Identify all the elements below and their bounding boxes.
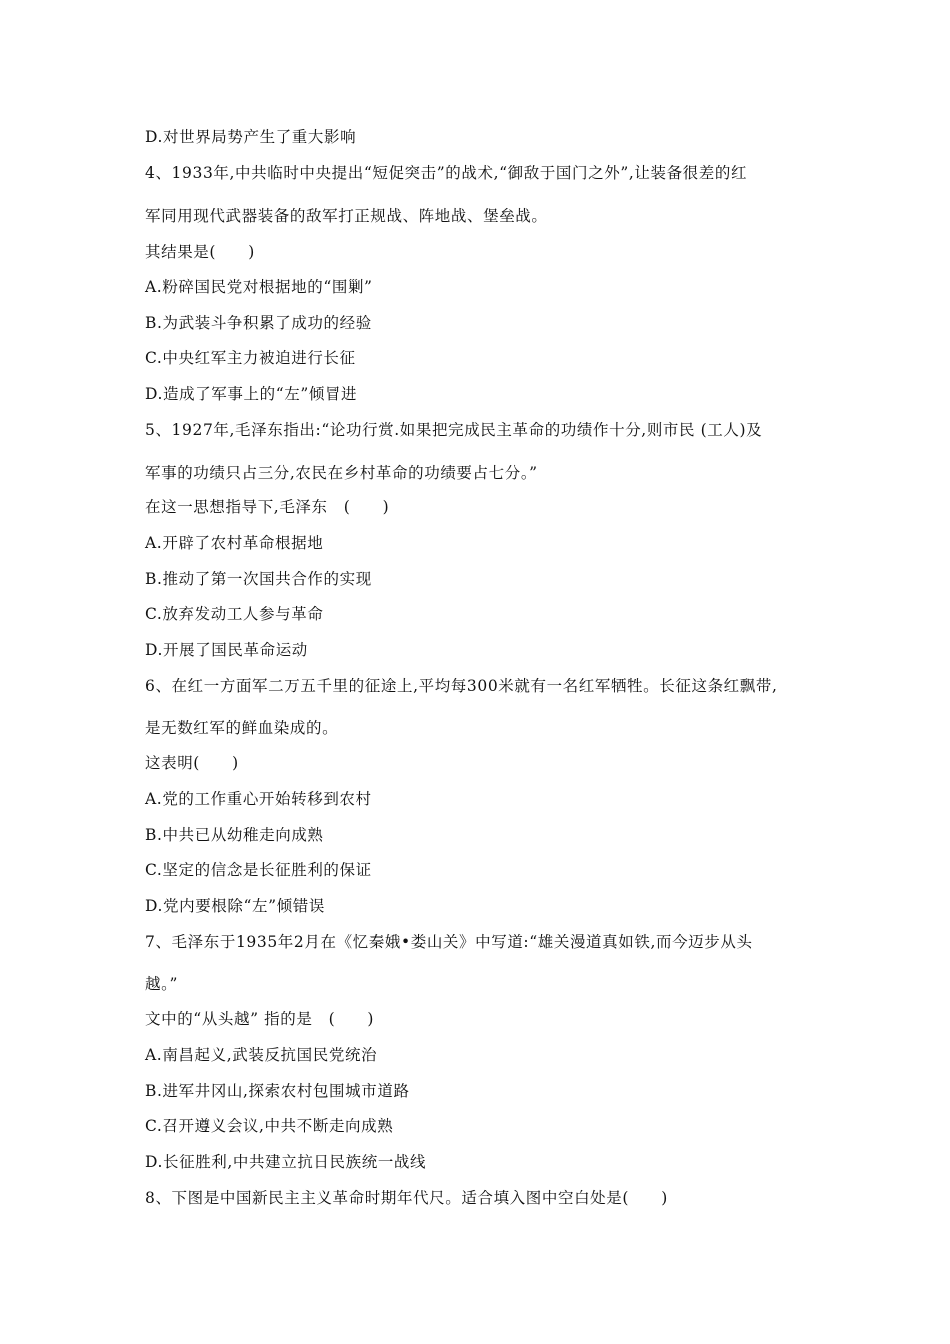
q7-option-a: A.南昌起义,武装反抗国民党统治: [145, 1046, 378, 1064]
q7-option-b: B.进军井冈山,探索农村包围城市道路: [145, 1082, 410, 1100]
q4-option-a: A.粉碎国民党对根据地的“围剿”: [145, 278, 373, 296]
q7-option-c: C.召开遵义会议,中共不断走向成熟: [145, 1117, 394, 1135]
q4-stem-line-2: 军同用现代武器装备的敌军打正规战、阵地战、堡垒战。: [145, 207, 548, 225]
q7-option-d: D.长征胜利,中共建立抗日民族统一战线: [145, 1153, 427, 1171]
q4-option-d: D.造成了军事上的“左”倾冒进: [145, 385, 358, 403]
q7-question: 文中的“从头越” 指的是 ( ): [145, 1010, 375, 1028]
q5-stem-line-2: 军事的功绩只占三分,农民在乡村革命的功绩要占七分。”: [145, 464, 538, 482]
q6-option-d: D.党内要根除“左”倾错误: [145, 897, 325, 915]
q4-stem-line-1: 4、1933年,中共临时中央提出“短促突击”的战术,“御敌于国门之外”,让装备很差的红: [145, 164, 748, 182]
q6-question: 这表明( ): [145, 754, 239, 772]
q6-stem-line-2: 是无数红军的鲜血染成的。: [145, 719, 339, 737]
q4-option-b: B.为武装斗争积累了成功的经验: [145, 314, 372, 332]
q7-stem-line-2: 越。”: [145, 975, 178, 993]
q5-stem-line-1: 5、1927年,毛泽东指出:“论功行赏.如果把完成民主革命的功绩作十分,则市民 (工人)及: [145, 421, 763, 439]
q6-option-a: A.党的工作重心开始转移到农村: [145, 790, 372, 808]
q5-question: 在这一思想指导下,毛泽东 ( ): [145, 498, 390, 516]
q6-stem-line-1: 6、在红一方面军二万五千里的征途上,平均每300米就有一名红军牺牲。长征这条红飘带,: [145, 677, 778, 695]
q4-question: 其结果是( ): [145, 243, 255, 261]
q5-option-b: B.推动了第一次国共合作的实现: [145, 570, 372, 588]
q5-option-d: D.开展了国民革命运动: [145, 641, 308, 659]
q8-stem: 8、下图是中国新民主主义革命时期年代尺。适合填入图中空白处是( ): [145, 1189, 668, 1207]
q5-option-a: A.开辟了农村革命根据地: [145, 534, 324, 552]
q5-option-c: C.放弃发动工人参与革命: [145, 605, 324, 623]
q6-option-c: C.坚定的信念是长征胜利的保证: [145, 861, 372, 879]
q3-option-d: D.对世界局势产生了重大影响: [145, 128, 357, 146]
q4-option-c: C.中央红军主力被迫进行长征: [145, 349, 356, 367]
q6-option-b: B.中共已从幼稚走向成熟: [145, 826, 324, 844]
q7-stem-line-1: 7、毛泽东于1935年2月在《忆秦娥•娄山关》中写道:“雄关漫道真如铁,而今迈步从头: [145, 933, 753, 951]
